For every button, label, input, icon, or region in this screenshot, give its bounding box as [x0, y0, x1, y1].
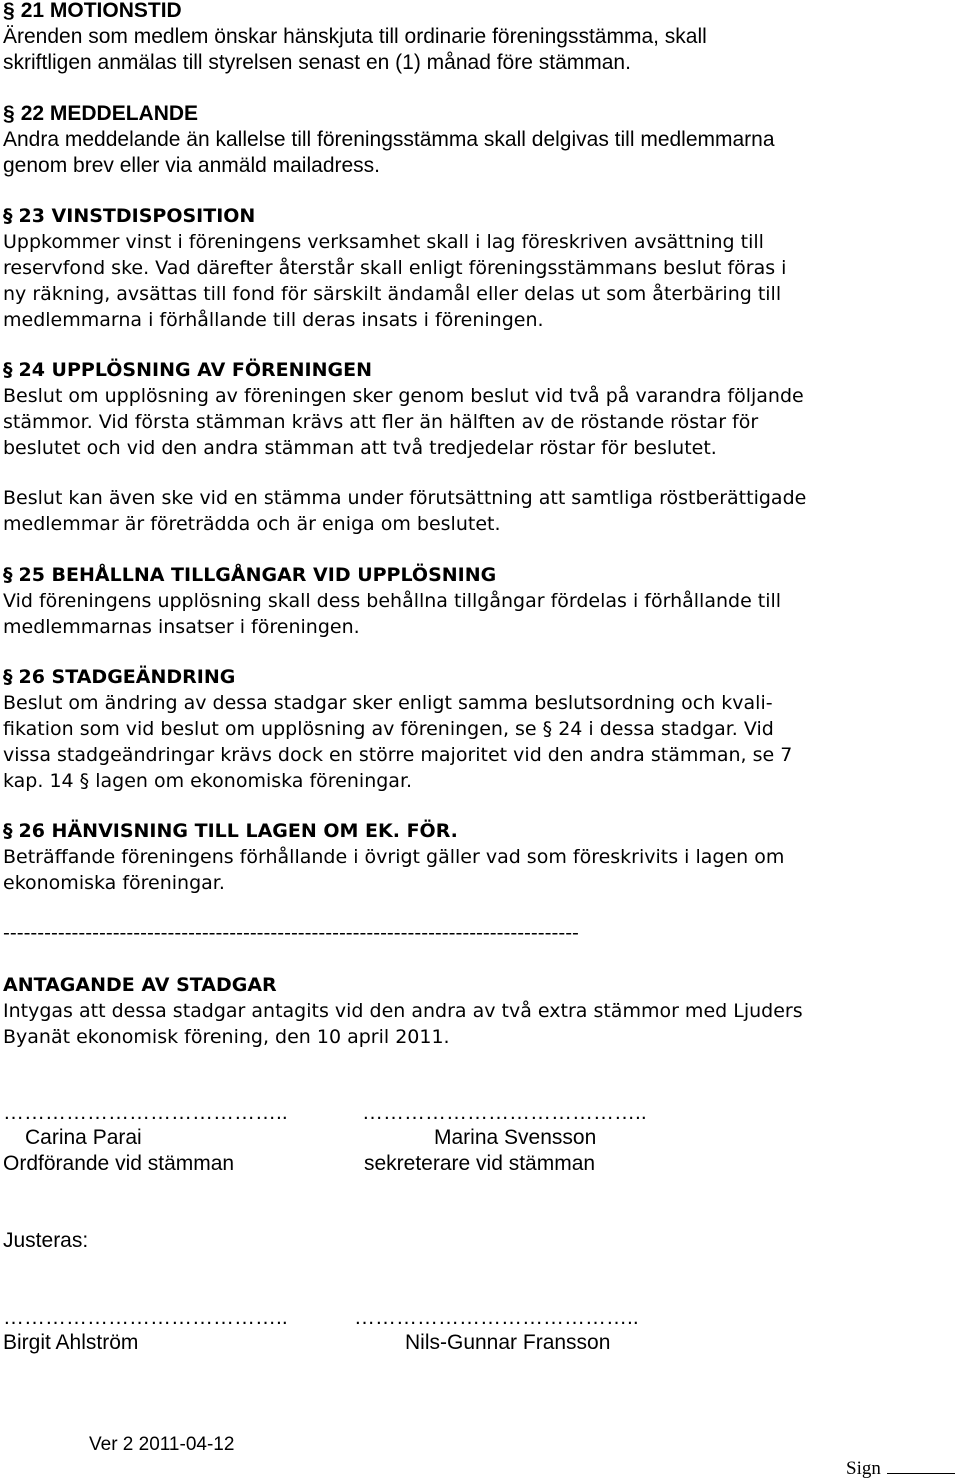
section-26b-text-line: Beträffande föreningens förhållande i övrigt gäller vad som föreskrivits i lagen om [3, 846, 785, 868]
section-26-stadgeandring-heading: § 26 STADGEÄNDRING [3, 666, 236, 688]
section-24-text-line: beslutet och vid den andra stämman att två tredjedelar röstar för beslutet. [3, 437, 717, 459]
section-23-text-line: ny räkning, avsättas till fond för särskilt ändamål eller delas ut som återbäring till [3, 283, 782, 305]
justeras-label: Justeras: [3, 1229, 89, 1252]
sign-field: Sign [846, 1457, 955, 1481]
paragraph-symbol: § [3, 0, 15, 22]
adoption-text-line: Byanät ekonomisk förening, den 10 april 2011. [3, 1026, 450, 1048]
signatory-name: Carina Parai [25, 1126, 142, 1149]
paragraph-symbol: § [3, 205, 13, 227]
signatory-role: Ordförande vid stämman [3, 1152, 235, 1175]
adoption-heading: ANTAGANDE AV STADGAR [3, 974, 277, 996]
section-24-text-line: medlemmar är företrädda och är eniga om beslutet. [3, 513, 501, 535]
adjuster-name: Nils-Gunnar Fransson [405, 1331, 611, 1354]
section-25-text-line: medlemmarnas insatser i föreningen. [3, 616, 360, 638]
section-22-text-line: Andra meddelande än kallelse till föreningsstämma skall delgivas till medlemmarna [3, 128, 775, 151]
signatory-name: Marina Svensson [434, 1126, 597, 1149]
sign-underline [887, 1472, 955, 1474]
section-21-text-line: Ärenden som medlem önskar hänskjuta till ordinarie föreningsstämma, skall [3, 25, 707, 48]
signature-dots-right: ………………………………….. [362, 1101, 647, 1124]
section-22-heading: § 22 MEDDELANDE [3, 102, 199, 125]
signatory-role: sekreterare vid stämman [364, 1152, 596, 1175]
section-26-text-line: Beslut om ändring av dessa stadgar sker enligt samma beslutsordning och kvali- [3, 692, 773, 714]
section-23-text-line: medlemmarna i förhållande till deras insats i föreningen. [3, 309, 544, 331]
section-25-heading: § 25 BEHÅLLNA TILLGÅNGAR VID UPPLÖSNING [3, 564, 497, 586]
section-26-hanvisning-heading: § 26 HÄNVISNING TILL LAGEN OM EK. FÖR. [3, 820, 458, 842]
signature-dots-right: ………………………………….. [354, 1306, 639, 1329]
paragraph-symbol: § [3, 564, 13, 586]
paragraph-symbol: § [3, 666, 13, 688]
paragraph-symbol: § [3, 359, 13, 381]
section-23-text-line: Uppkommer vinst i föreningens verksamhet skall i lag föreskriven avsättning till [3, 231, 764, 253]
section-26-text-line: kap. 14 § lagen om ekonomiska föreningar. [3, 770, 413, 792]
section-24-text-line: stämmor. Vid första stämman krävs att fler än hälften av de röstande röstar för [3, 411, 759, 433]
adoption-text-line: Intygas att dessa stadgar antagits vid den andra av två extra stämmor med Ljuders [3, 1000, 803, 1022]
section-24-text-line: Beslut om upplösning av föreningen sker genom beslut vid två på varandra följande [3, 385, 804, 407]
signature-dots-left: ………………………………….. [3, 1306, 288, 1329]
dashed-separator: ------------------------------------------------------------------------------------ [3, 922, 579, 944]
section-23-text-line: reservfond ske. Vad därefter återstår skall enligt föreningsstämmans beslut föras i [3, 257, 787, 279]
section-21-text-line: skriftligen anmälas till styrelsen senast en (1) månad före stämman. [3, 51, 631, 74]
signature-dots-left: ………………………………….. [3, 1101, 288, 1124]
section-23-heading: § 23 VINSTDISPOSITION [3, 205, 256, 227]
adjuster-name: Birgit Ahlström [3, 1331, 139, 1354]
paragraph-symbol: § [3, 820, 13, 842]
section-26-text-line: vissa stadgeändringar krävs dock en större majoritet vid den andra stämman, se 7 [3, 744, 793, 766]
section-24-heading: § 24 UPPLÖSNING AV FÖRENINGEN [3, 359, 373, 381]
version-footer: Ver 2 2011-04-12 [89, 1434, 235, 1455]
paragraph-symbol: § [3, 102, 15, 125]
section-26-text-line: fikation som vid beslut om upplösning av föreningen, se § 24 i dessa stadgar. Vid [3, 718, 774, 740]
section-26b-text-line: ekonomiska föreningar. [3, 872, 225, 894]
section-22-text-line: genom brev eller via anmäld mailadress. [3, 154, 381, 177]
section-21-heading: § 21 MOTIONSTID [3, 0, 182, 22]
section-24-text-line: Beslut kan även ske vid en stämma under förutsättning att samtliga röstberättigade [3, 487, 807, 509]
section-25-text-line: Vid föreningens upplösning skall dess behållna tillgångar fördelas i förhållande till [3, 590, 782, 612]
